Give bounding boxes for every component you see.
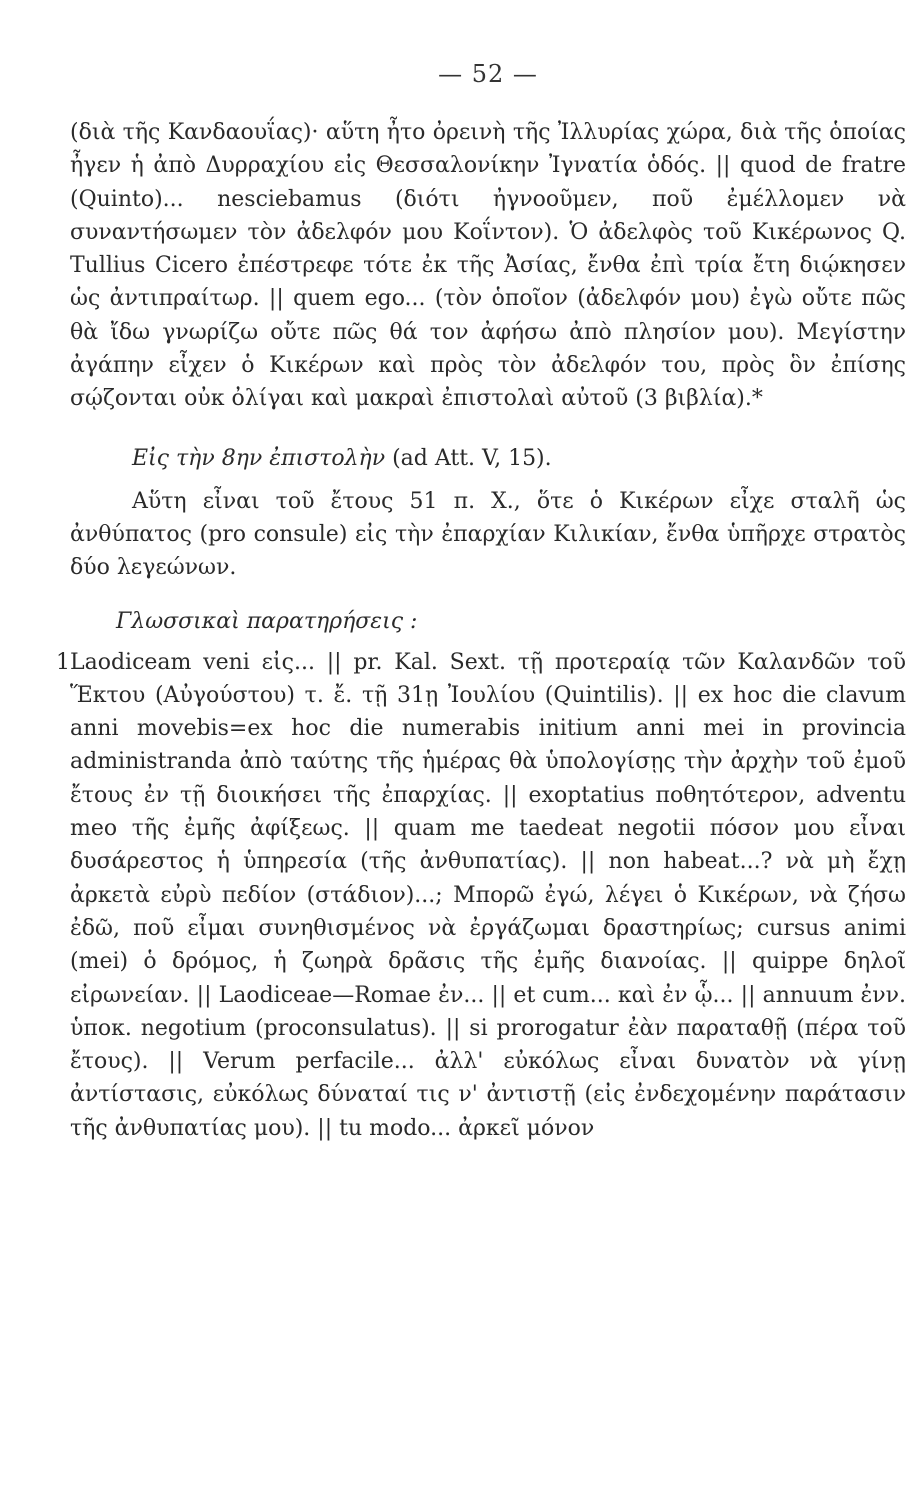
note-text: Laodiceam veni εἰς... || pr. Kal. Sext. τῇ προτεραίᾳ τῶν Καλανδῶν τοῦ Ἕκτου (Αὐγούστου) τ. ἔ. τῇ 31ῃ Ἰουλίου (Quintilis). || ex hoc die clavum anni movebis=ex hoc die numerabis initium anni mei in provincia administranda ἀπὸ ταύτης τῆς ἡμέρας θὰ ὑπολογίσῃς τὴν ἀρχὴν τοῦ ἐμοῦ ἔτους ἐν τῇ διοικήσει τῆς ἐπαρχίας. || exoptatius ποθητότερον, adventu meo τῆς ἐμῆς ἀφίξεως. || quam me taedeat negotii πόσον μου εἶναι δυσάρεστος ἡ ὑπηρεσία (τῆς ἀνθυπατίας). || non habeat...? νὰ μὴ ἔχῃ ἀρκετὰ εὐρὺ πεδίον (στάδιον)...; Μπορῶ ἐγώ, λέγει ὁ Κικέρων, νὰ ζήσω ἐδῶ, ποῦ εἶμαι συνηθισμένος νὰ ἐργάζωμαι δραστηρίως; cursus animi (mei) ὁ δρόμος, ἡ ζωηρὰ δρᾶσις τῆς ἐμῆς διανοίας. || quippe δηλοῖ εἰρωνείαν. || Laodiceae—Romae ἐν... || et cum... καὶ ἐν ᾧ... || annuum ἐνν. ὑποκ. negotium (proconsulatus). || si prorogatur ἐὰν παραταθῇ (πέρα τοῦ ἔτους). || Verum perfacile... ἀλλ' εὐκόλως εἶναι δυνατὸν νὰ γίνῃ ἀντίστασις, εὐκόλως δύναταί τις ν' ἀντιστῇ (εἰς ἐνδεχομένην παράτασιν τῆς ἀνθυπατίας μου). || tu modo... ἀρκεῖ μόνον [70, 649, 906, 1141]
note-number: 1 [56, 649, 70, 675]
section-heading-title: Εἰς τὴν 8ην ἐπιστολὴν [132, 445, 386, 471]
notes-block [56, 646, 906, 1145]
paragraph-intro: (διὰ τῆς Κανδαουΐας)· αὕτη ἦτο ὀρεινὴ τῆς Ἰλλυρίας χώρα, διὰ τῆς ὁποίας ἦγεν ἡ ἀπὸ Δυρραχίου εἰς Θεσσαλονίκην Ἰγνατία ὁδός. || quod de fratre (Quinto)... nesciebamus (διότι ἠγνοοῦμεν, ποῦ ἐμέλλομεν νὰ συναντήσωμεν τὸν ἀδελφόν μου Κοΐντον). Ὁ ἀδελφὸς τοῦ Κικέρωνος Q. Tullius Cicero ἐπέστρεφε τότε ἐκ τῆς Ἀσίας, ἔνθα ἐπὶ τρία ἔτη διῴκησεν ὡς ἀντιπραίτωρ. || quem ego... (τὸν ὁποῖον (ἀδελφόν μου) ἐγὼ οὔτε πῶς θὰ ἴδω γνωρίζω οὔτε πῶς θά τον ἀφήσω ἀπὸ πλησίον μου). Μεγίστην ἀγάπην εἶχεν ὁ Κικέρων καὶ πρὸς τὸν ἀδελφόν του, πρὸς ὃν ἐπίσης σῴζονται οὐκ ὀλίγαι καὶ μακραὶ ἐπιστολαὶ αὐτοῦ (3 βιβλία).* [70, 120, 906, 412]
document-page [56, 60, 906, 1145]
section-heading [70, 442, 906, 475]
paragraph-letter-context: Αὕτη εἶναι τοῦ ἔτους 51 π. Χ., ὅτε ὁ Κικέρων εἶχε σταλῆ ὡς ἀνθύπατος (pro consule) εἰς τὴν ἐπαρχίαν Κιλικίαν, ἔνθα ὑπῆρχε στρατὸς δύο λεγεώνων. [70, 488, 906, 581]
section-heading-reference: (ad Att. V, 15). [392, 445, 552, 471]
page-number: — 52 — [438, 60, 538, 88]
gloss-heading: Γλωσσικαὶ παρατηρήσεις : [116, 608, 418, 634]
